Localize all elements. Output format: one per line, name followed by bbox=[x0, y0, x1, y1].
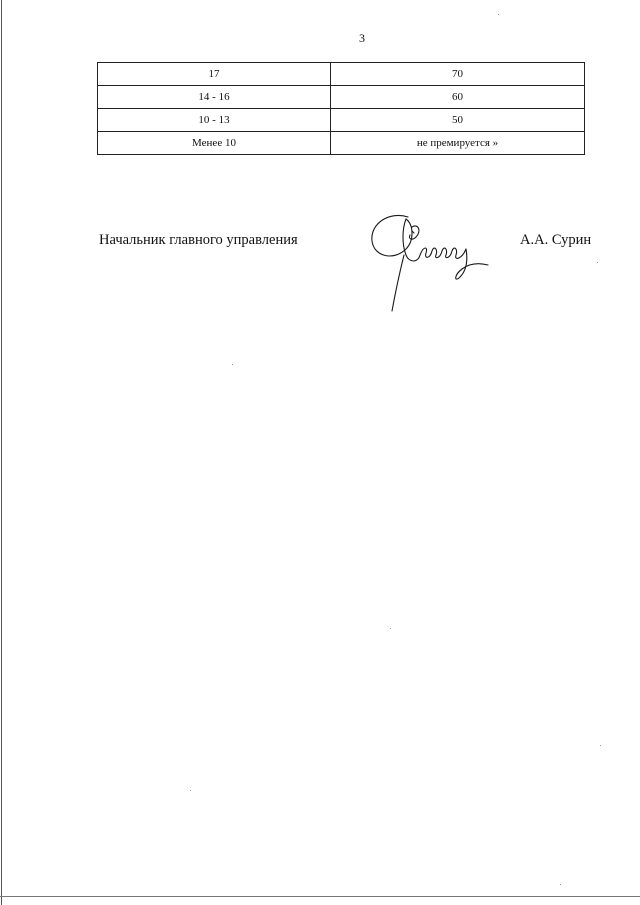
page-left-border bbox=[1, 0, 2, 905]
signer-name: А.А. Сурин bbox=[520, 232, 592, 248]
signature-image bbox=[362, 205, 502, 317]
scan-speck bbox=[232, 364, 233, 365]
page-number: 3 bbox=[359, 31, 365, 45]
table-cell-range: 14 - 16 bbox=[98, 86, 331, 109]
table-row bbox=[98, 63, 585, 86]
signer-position: Начальник главного управления bbox=[99, 232, 298, 248]
table-cell-value: не премируется » bbox=[331, 132, 585, 155]
page-bottom-edge bbox=[0, 896, 640, 897]
scan-speck bbox=[560, 884, 561, 885]
scan-speck bbox=[600, 745, 601, 746]
scan-speck bbox=[390, 628, 391, 629]
table-cell-value: 60 bbox=[331, 86, 585, 109]
table-cell-value: 70 bbox=[331, 63, 585, 86]
table-cell-range: 17 bbox=[98, 63, 331, 86]
scan-speck bbox=[190, 790, 191, 791]
table-row bbox=[98, 132, 585, 155]
table-cell-value: 50 bbox=[331, 109, 585, 132]
scan-speck bbox=[498, 14, 499, 15]
scan-speck bbox=[597, 262, 598, 263]
table-cell-range: 10 - 13 bbox=[98, 109, 331, 132]
table-row bbox=[98, 86, 585, 109]
score-table bbox=[97, 62, 585, 155]
table-row bbox=[98, 109, 585, 132]
table-cell-range: Менее 10 bbox=[98, 132, 331, 155]
